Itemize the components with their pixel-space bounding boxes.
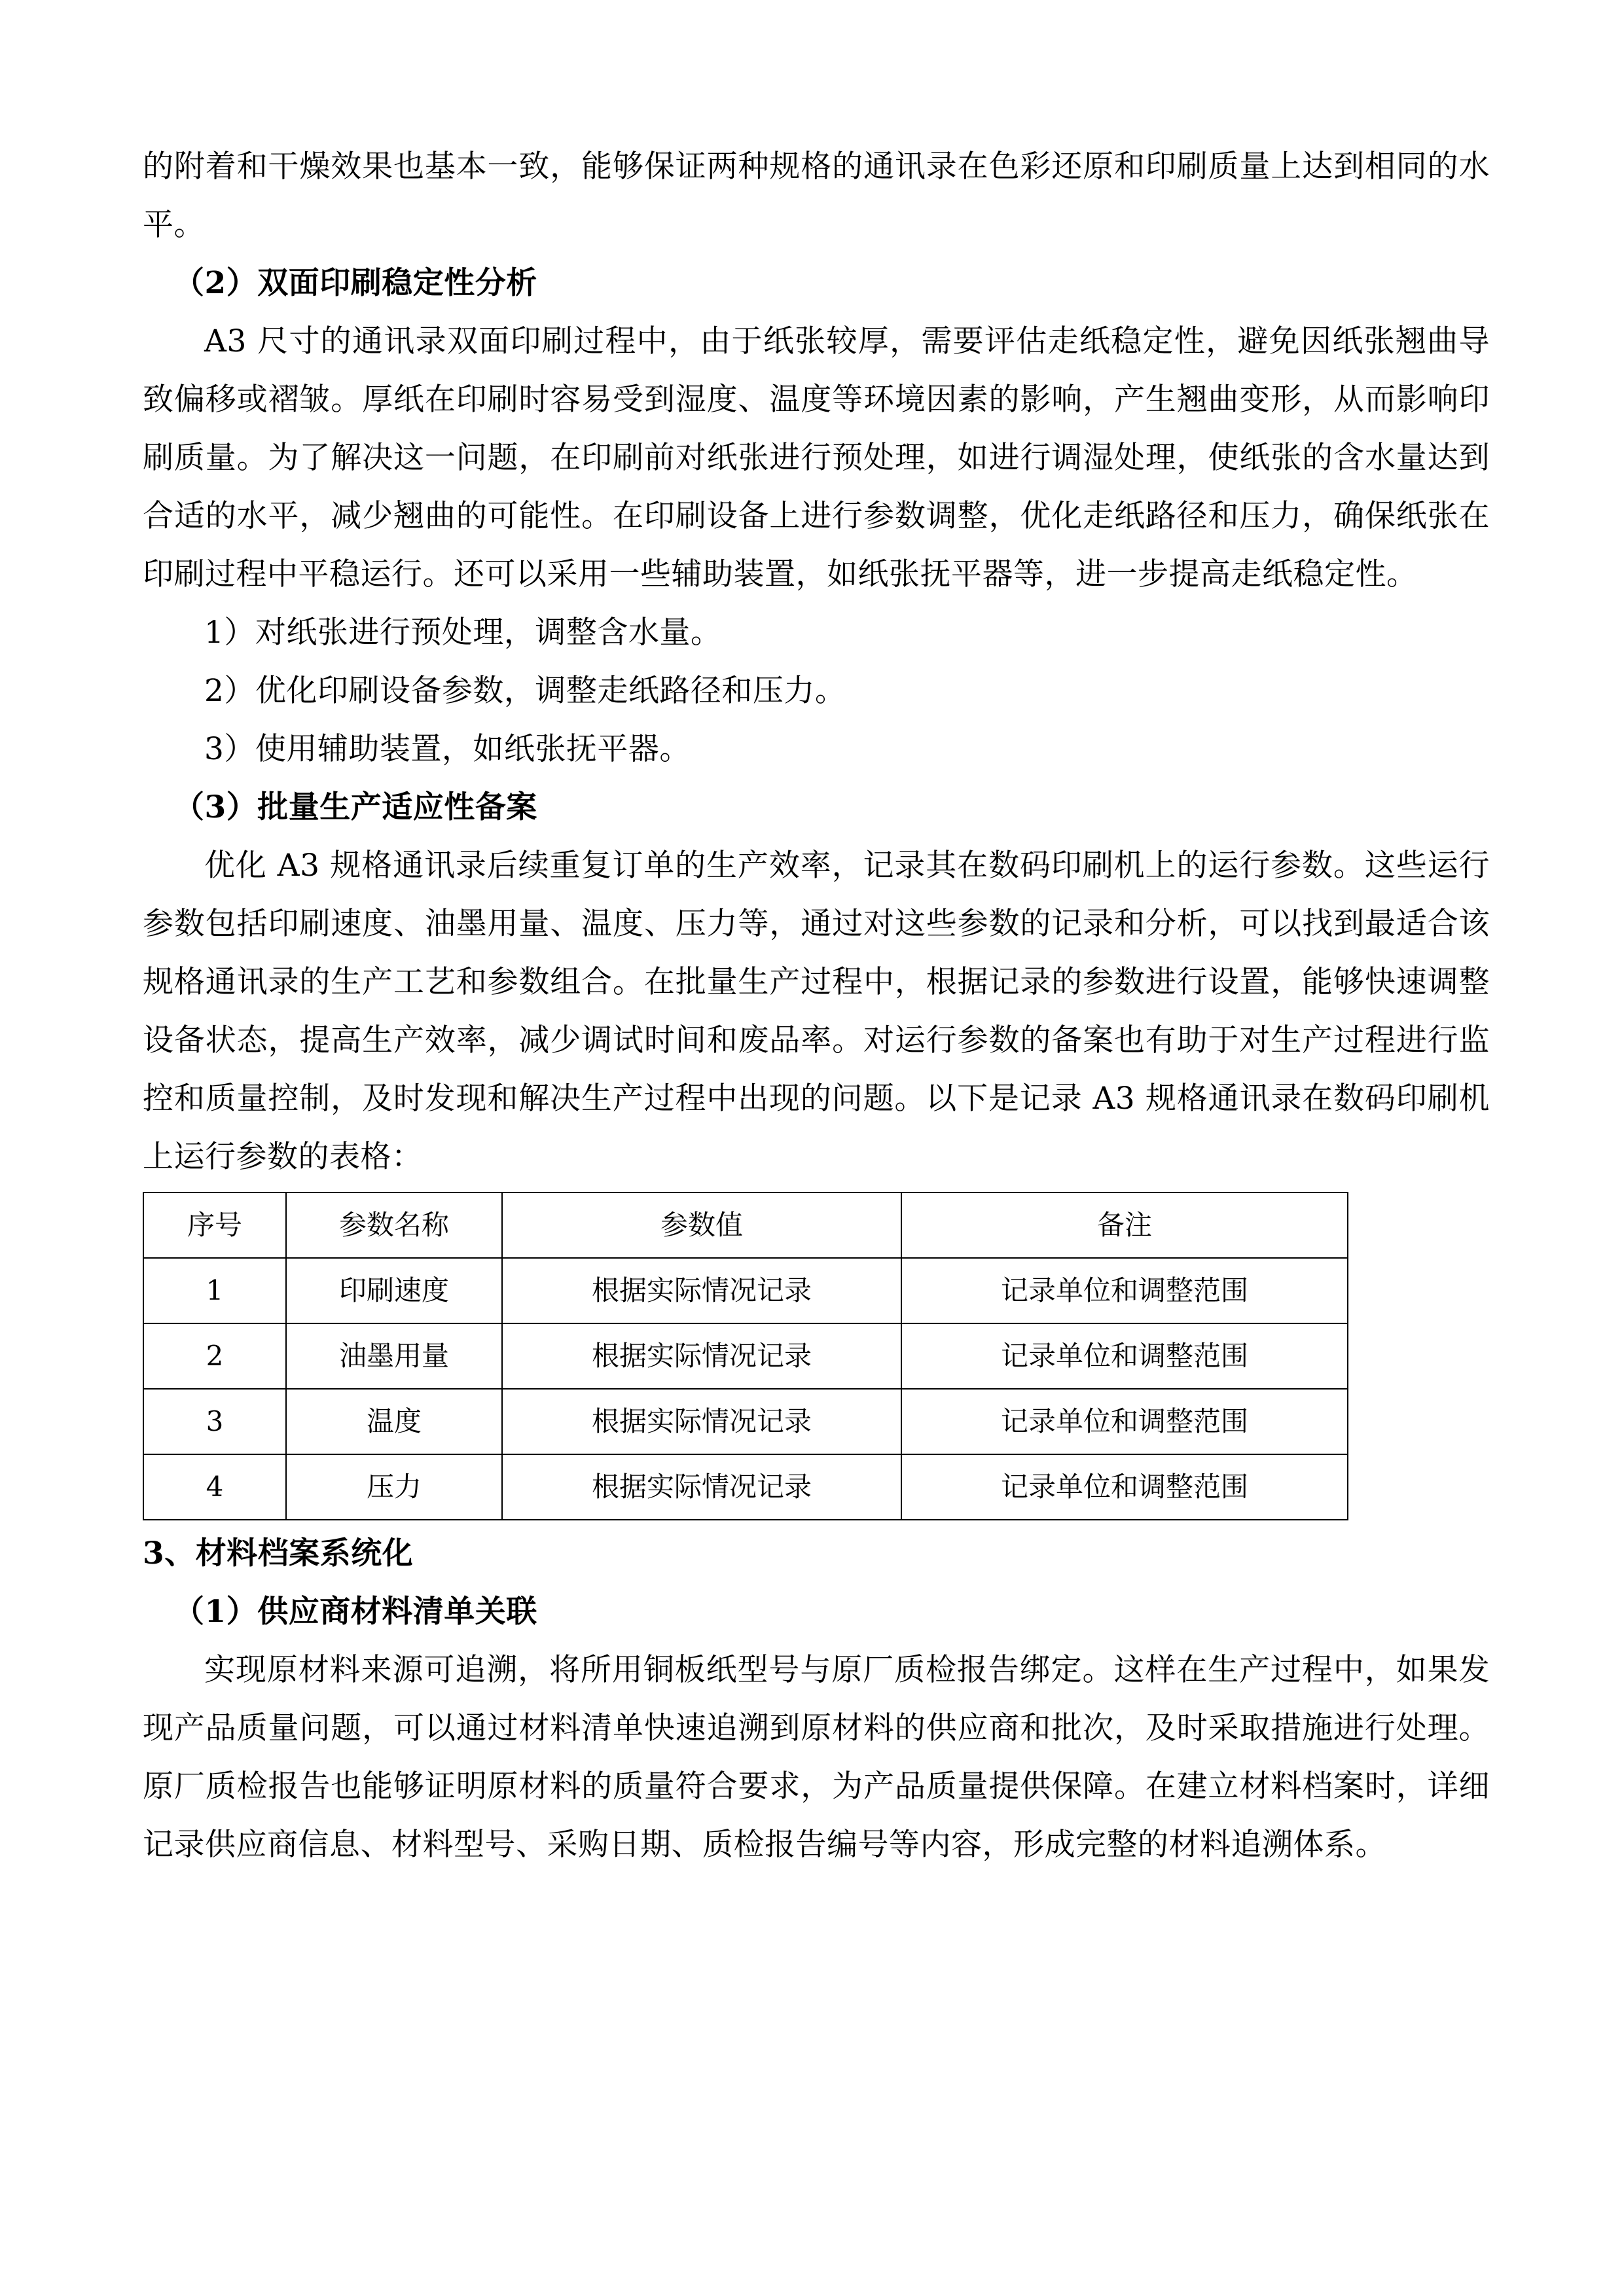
heading-supplier-material-list: （1）供应商材料清单关联 xyxy=(173,1594,537,1630)
paragraph-intro: 的附着和干燥效果也基本一致，能够保证两种规格的通讯录在色彩还原和印刷质量上达到相同的水平。 xyxy=(143,149,1490,243)
table-header-cell: 备注 xyxy=(901,1193,1348,1258)
table-row xyxy=(143,1454,1348,1520)
paragraph-supplier-material: 实现原材料来源可追溯，将所用铜板纸型号与原厂质检报告绑定。这样在生产过程中，如果发现产品质量问题，可以通过材料清单快速追溯到原材料的供应商和批次，及时采取措施进行处理。原厂质检报告也能够证明原材料的质量符合要求，为产品质量提供保障。在建立材料档案时，详细记录供应商信息、材料型号、采购日期、质检报告编号等内容，形成完整的材料追溯体系。 xyxy=(143,1652,1490,1863)
table-cell: 3 xyxy=(143,1389,286,1454)
table-header-cell: 序号 xyxy=(143,1193,286,1258)
table-cell: 4 xyxy=(143,1454,286,1520)
table-cell: 温度 xyxy=(286,1389,502,1454)
paragraph-duplex-printing: A3 尺寸的通讯录双面印刷过程中，由于纸张较厚，需要评估走纸稳定性，避免因纸张翘曲导致偏移或褶皱。厚纸在印刷时容易受到湿度、温度等环境因素的影响，产生翘曲变形，从而影响印刷质量。为了解决这一问题，在印刷前对纸张进行预处理，如进行调湿处理，使纸张的含水量达到合适的水平，减少翘曲的可能性。在印刷设备上进行参数调整，优化走纸路径和压力，确保纸张在印刷过程中平稳运行。还可以采用一些辅助装置，如纸张抚平器等，进一步提高走纸稳定性。 xyxy=(143,323,1490,592)
list-item-1: 1）对纸张进行预处理，调整含水量。 xyxy=(204,615,722,651)
paragraph-batch-production: 优化 A3 规格通讯录后续重复订单的生产效率，记录其在数码印刷机上的运行参数。这些运行参数包括印刷速度、油墨用量、温度、压力等，通过对这些参数的记录和分析，可以找到最适合该规格通讯录的生产工艺和参数组合。在批量生产过程中，根据记录的参数进行设置，能够快速调整设备状态，提高生产效率，减少调试时间和废品率。对运行参数的备案也有助于对生产过程进行监控和质量控制，及时发现和解决生产过程中出现的问题。以下是记录 A3 规格通讯录在数码印刷机上运行参数的表格： xyxy=(143,848,1490,1175)
table-row xyxy=(143,1323,1348,1389)
table-cell: 记录单位和调整范围 xyxy=(901,1258,1348,1323)
table-cell: 记录单位和调整范围 xyxy=(901,1323,1348,1389)
table-header-cell: 参数值 xyxy=(502,1193,901,1258)
table-cell: 根据实际情况记录 xyxy=(502,1454,901,1520)
table-cell: 压力 xyxy=(286,1454,502,1520)
table-cell: 记录单位和调整范围 xyxy=(901,1454,1348,1520)
table-row xyxy=(143,1258,1348,1323)
table-cell: 1 xyxy=(143,1258,286,1323)
table-cell: 记录单位和调整范围 xyxy=(901,1389,1348,1454)
table-cell: 根据实际情况记录 xyxy=(502,1258,901,1323)
heading-duplex-printing-stability: （2）双面印刷稳定性分析 xyxy=(173,265,537,301)
table-cell: 印刷速度 xyxy=(286,1258,502,1323)
table-cell: 根据实际情况记录 xyxy=(502,1323,901,1389)
parameter-table xyxy=(143,1192,1348,1520)
table-header-cell: 参数名称 xyxy=(286,1193,502,1258)
table-row xyxy=(143,1389,1348,1454)
table-cell: 2 xyxy=(143,1323,286,1389)
heading-batch-production-record: （3）批量生产适应性备案 xyxy=(173,789,537,825)
table-cell: 根据实际情况记录 xyxy=(502,1389,901,1454)
list-item-2: 2）优化印刷设备参数，调整走纸路径和压力。 xyxy=(204,673,846,709)
list-item-3: 3）使用辅助装置，如纸张抚平器。 xyxy=(204,731,691,767)
table-header-row xyxy=(143,1193,1348,1258)
heading-material-archive-systemization: 3、材料档案系统化 xyxy=(143,1535,414,1571)
table-cell: 油墨用量 xyxy=(286,1323,502,1389)
